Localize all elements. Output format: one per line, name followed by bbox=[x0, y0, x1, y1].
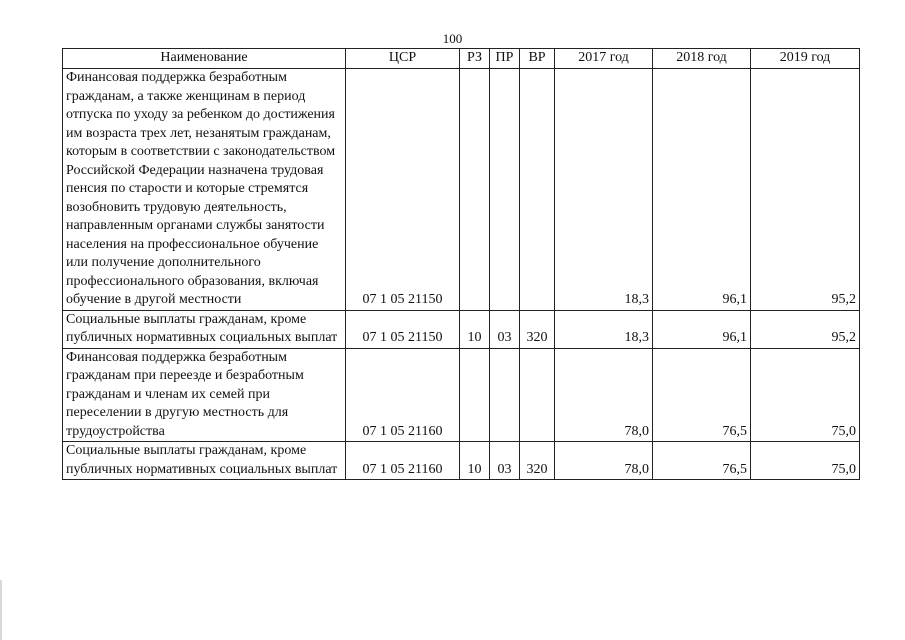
row-name: Социальные выплаты гражданам, кроме публичных нормативных социальных выплат bbox=[66, 311, 338, 345]
row-vr bbox=[520, 348, 555, 442]
header-csr: ЦСР bbox=[346, 49, 460, 69]
header-name: Наименование bbox=[63, 49, 346, 69]
row-name-cell bbox=[63, 348, 346, 442]
row-rz: 10 bbox=[460, 442, 490, 480]
page-number: 100 bbox=[442, 31, 463, 46]
row-2019: 75,0 bbox=[751, 442, 860, 480]
row-name: Финансовая поддержка безработным гражданам при переезде и безработным гражданам и членам их семей при переселении в другую местность для трудоустройства bbox=[66, 349, 304, 439]
table-row bbox=[63, 442, 860, 480]
row-vr: 320 bbox=[520, 442, 555, 480]
row-2018: 76,5 bbox=[653, 442, 751, 480]
table-header-row bbox=[63, 49, 860, 69]
header-vr: ВР bbox=[520, 49, 555, 69]
row-2017: 18,3 bbox=[555, 69, 653, 311]
header-2019: 2019 год bbox=[751, 49, 860, 69]
row-name-cell bbox=[63, 310, 346, 348]
row-2019: 75,0 bbox=[751, 348, 860, 442]
header-pr: ПР bbox=[490, 49, 520, 69]
row-2019: 95,2 bbox=[751, 69, 860, 311]
row-name-cell bbox=[63, 442, 346, 480]
row-vr bbox=[520, 69, 555, 311]
row-rz bbox=[460, 69, 490, 311]
header-rz: РЗ bbox=[460, 49, 490, 69]
row-pr bbox=[490, 348, 520, 442]
row-2017: 78,0 bbox=[555, 348, 653, 442]
row-name-cell bbox=[63, 69, 346, 311]
scan-edge-mark bbox=[0, 580, 2, 640]
row-name: Финансовая поддержка безработным гражданам, а также женщинам в период отпуска по уходу за ребенком до достижения им возраста трех лет, незанятым гражданам, которым в соответствии с законодательством Российской Федерации назначена трудовая пенсия по старости и которые стремятся возобновить трудовую деятельность, направленным органами службы занятости населения на профессиональное обучение или получение дополнительного профессионального образования, включая обучение в другой местности bbox=[66, 70, 336, 307]
row-csr: 07 1 05 21160 bbox=[346, 442, 460, 480]
row-2019: 95,2 bbox=[751, 310, 860, 348]
header-2018: 2018 год bbox=[653, 49, 751, 69]
row-2018: 96,1 bbox=[653, 310, 751, 348]
row-csr: 07 1 05 21150 bbox=[346, 69, 460, 311]
row-2018: 96,1 bbox=[653, 69, 751, 311]
table-row bbox=[63, 310, 860, 348]
header-2017: 2017 год bbox=[555, 49, 653, 69]
row-2018: 76,5 bbox=[653, 348, 751, 442]
row-pr bbox=[490, 69, 520, 311]
row-2017: 78,0 bbox=[555, 442, 653, 480]
budget-table bbox=[62, 48, 860, 480]
table-row bbox=[63, 348, 860, 442]
row-csr: 07 1 05 21150 bbox=[346, 310, 460, 348]
row-csr: 07 1 05 21160 bbox=[346, 348, 460, 442]
row-2017: 18,3 bbox=[555, 310, 653, 348]
row-pr: 03 bbox=[490, 310, 520, 348]
row-pr: 03 bbox=[490, 442, 520, 480]
row-vr: 320 bbox=[520, 310, 555, 348]
row-name: Социальные выплаты гражданам, кроме публичных нормативных социальных выплат bbox=[66, 443, 338, 477]
row-rz bbox=[460, 348, 490, 442]
row-rz: 10 bbox=[460, 310, 490, 348]
table-row bbox=[63, 69, 860, 311]
